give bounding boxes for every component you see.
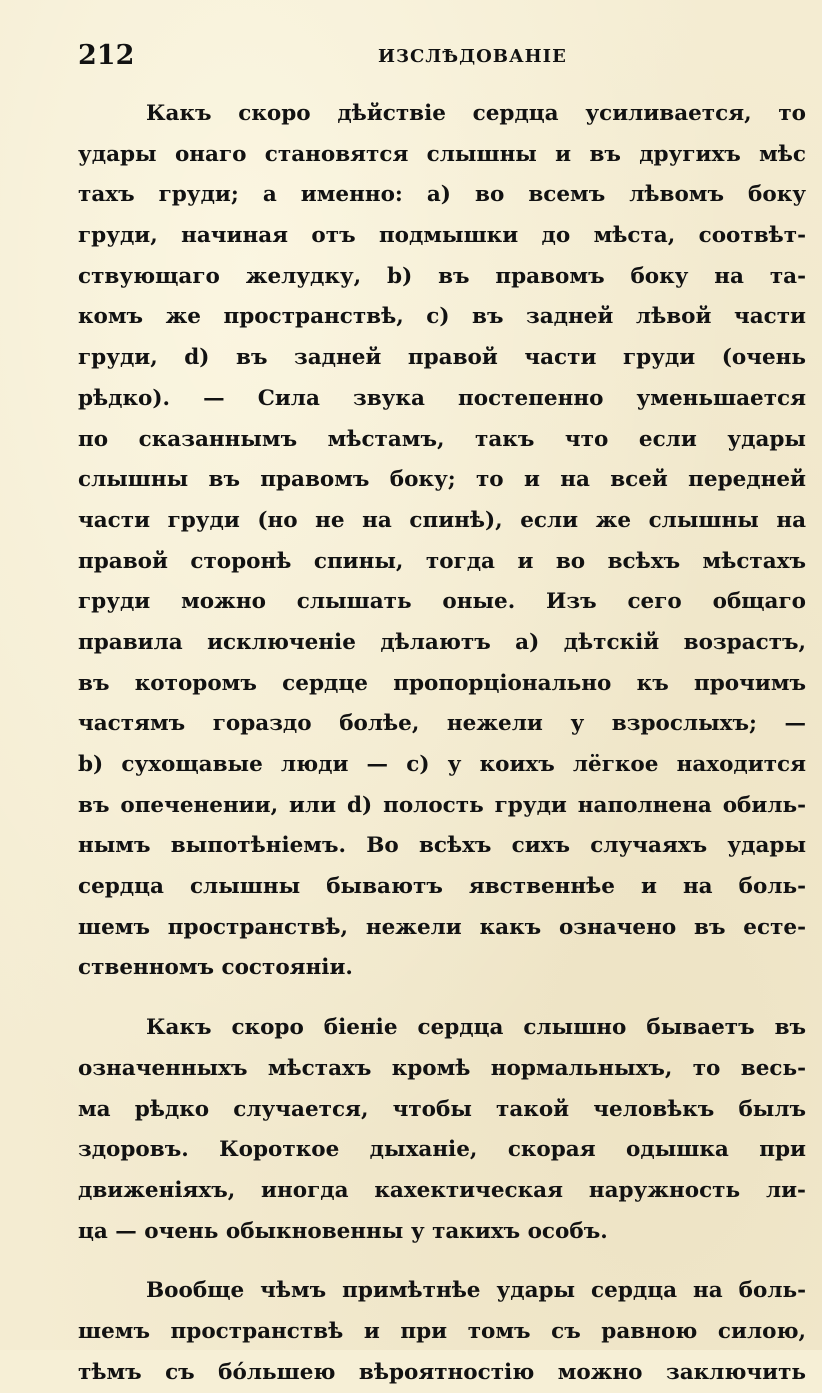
running-head: ИЗСЛѢДОВАНІЕ (378, 46, 567, 67)
text-line: тахъ груди; а именно: а) во всемъ лѣвомъ боку (78, 182, 806, 208)
text-line: въ опеченении, или d) полость груди наполнена обиль- (78, 792, 806, 818)
page-header (78, 40, 802, 80)
text-line: тѣмъ съ бóльшею вѣроятностію можно заключить (78, 1359, 806, 1385)
paragraph-1 (78, 94, 806, 989)
text-line: груди, начиная отъ подмышки до мѣста, соотвѣт- (78, 223, 806, 249)
text-line: Вообще чѣмъ примѣтнѣе удары сердца на боль- (146, 1278, 806, 1304)
text-line: Какъ скоро дѣйствіе сердца усиливается, то (146, 101, 806, 126)
paragraph-3 (78, 1271, 806, 1393)
text-line: груди, d) въ задней правой части груди (очень (78, 345, 806, 371)
text-line: ственномъ состояніи. (78, 955, 353, 981)
text-line: слышны въ правомъ боку; то и на всей передней (78, 467, 806, 493)
text-line: означенныхъ мѣстахъ кромѣ нормальныхъ, то весь- (78, 1055, 806, 1081)
text-line: удары онаго становятся слышны и въ другихъ мѣс (78, 141, 806, 167)
text-line: правой сторонѣ спины, тогда и во всѣхъ мѣстахъ (78, 548, 806, 574)
text-line: частямъ гораздо болѣе, нежели у взрослыхъ; — (78, 711, 806, 737)
text-line: груди можно слышать оные. Изъ сего общаго (78, 589, 806, 615)
text-line: ствующаго желудку, b) въ правомъ боку на та- (78, 263, 806, 289)
text-line: b) сухощавые люди — с) у коихъ лёгкое находится (78, 752, 806, 777)
text-line: рѣдко). — Сила звука постепенно уменьшается (78, 385, 806, 411)
body-text (78, 94, 806, 1393)
text-line: правила исключеніе дѣлаютъ а) дѣтскій возрастъ, (78, 629, 806, 655)
text-line: по сказаннымъ мѣстамъ, такъ что если удары (78, 426, 806, 452)
text-line: ца — очень обыкновенны у такихъ особъ. (78, 1218, 608, 1244)
text-line: шемъ пространствѣ и при томъ съ равною силою, (78, 1318, 806, 1344)
text-line: въ которомъ сердце пропорціонально къ прочимъ (78, 670, 806, 696)
text-line: движеніяхъ, иногда кахектическая наружность ли- (78, 1177, 806, 1203)
text-line: ма рѣдко случается, чтобы такой человѣкъ былъ (78, 1096, 806, 1122)
text-line: здоровъ. Короткое дыханіе, скорая одышка при (78, 1137, 806, 1163)
page-number: 212 (78, 40, 135, 71)
text-line: нымъ выпотѣніемъ. Во всѣхъ сихъ случаяхъ удары (78, 833, 806, 859)
text-line: части груди (но не на спинѣ), если же слышны на (78, 507, 806, 533)
text-line: сердца слышны бываютъ явственнѣе и на боль- (78, 874, 806, 900)
paragraph-2 (78, 1008, 806, 1252)
text-line: шемъ пространствѣ, нежели какъ означено въ есте- (78, 914, 806, 940)
text-line: комъ же пространствѣ, с) въ задней лѣвой части (78, 304, 806, 330)
text-line: Какъ скоро біеніе сердца слышно бываетъ въ (146, 1015, 806, 1041)
